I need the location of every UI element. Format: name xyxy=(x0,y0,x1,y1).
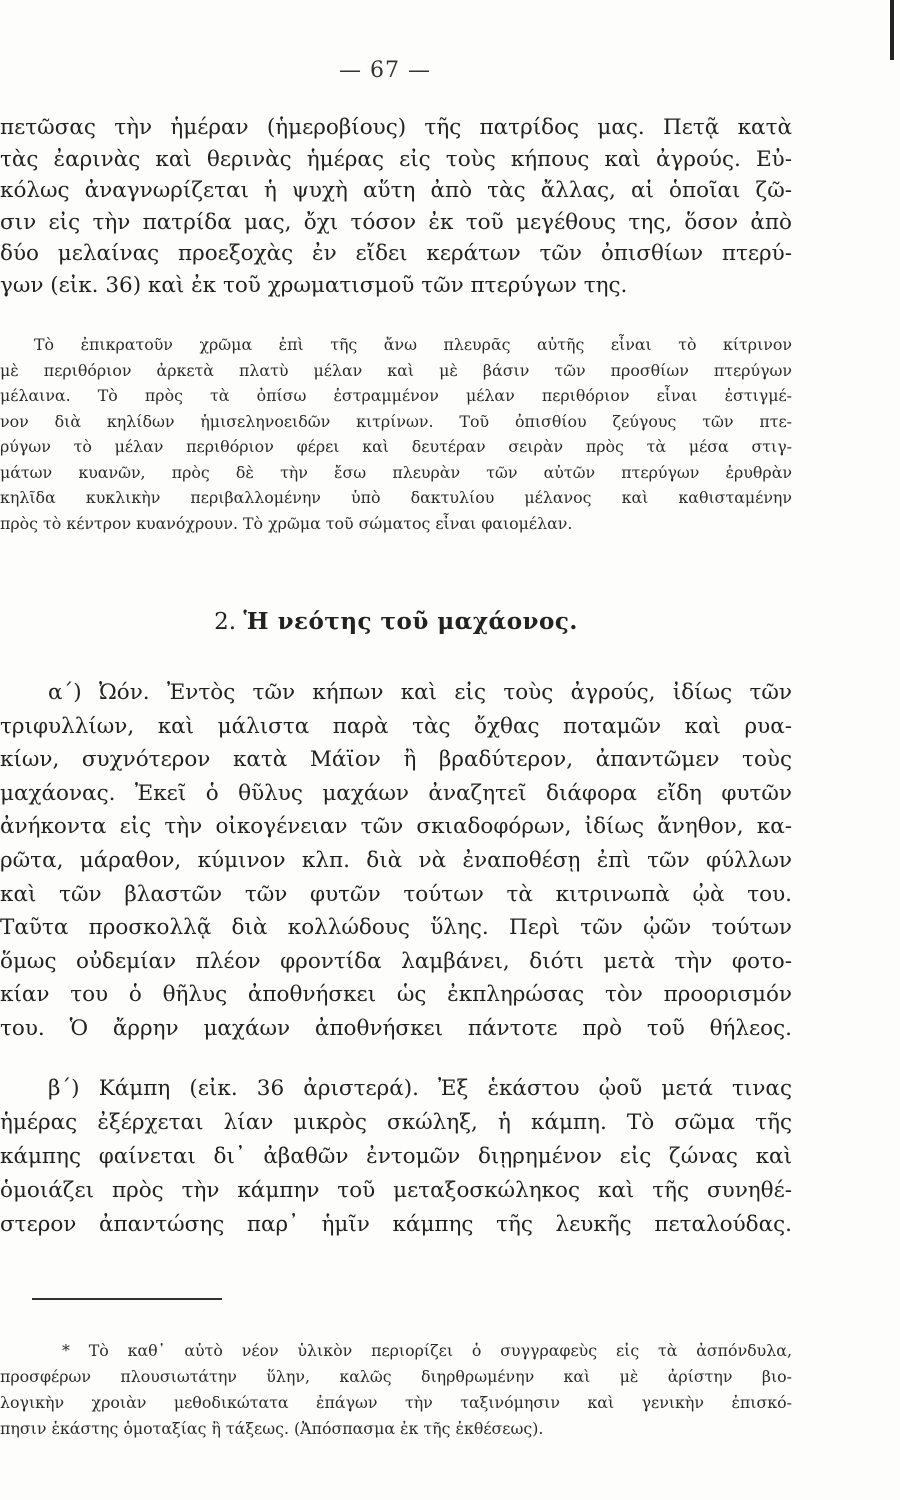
text-line: σιν εἰς τὴν πατρίδα μας, ὄχι τόσον ἐκ τοῦ μεγέθους της, ὅσον ἀπὸ xyxy=(0,209,792,235)
text-line: μαχάονας. Ἐκεῖ ὁ θῦλυς μαχάων ἀναζητεῖ διάφορα εἴδη φυτῶν xyxy=(0,780,792,806)
paragraph-2-small-print xyxy=(0,332,792,536)
text-line: τριφυλλίων, καὶ μάλιστα παρὰ τὰς ὄχθας ποταμῶν καὶ ρυα- xyxy=(0,713,792,739)
text-line: δύο μελαίνας προεξοχὰς ἐν εἴδει κεράτων τῶν ὀπισθίων πτερύ- xyxy=(0,241,792,267)
text-line: καὶ τῶν βλαστῶν τῶν φυτῶν τούτων τὰ κιτρινωπὰ ᾠὰ του. xyxy=(0,881,792,907)
page-number: — 67 — xyxy=(339,58,431,83)
text-line: πετῶσας τὴν ἡμέραν (ἡμεροβίους) τῆς πατρίδος μας. Πετᾷ κατὰ xyxy=(0,115,792,140)
text-line: πρὸς τὸ κέντρον κυανόχρουν. Τὸ χρῶμα τοῦ σώματος εἶναι φαιομέλαν. xyxy=(0,513,573,533)
paragraph-1 xyxy=(0,112,792,302)
text-line: κόλως ἀναγνωρίζεται ἡ ψυχὴ αὕτη ἀπὸ τὰς ἄλλας, αἱ ὁποῖαι ζῶ- xyxy=(0,178,792,204)
footnote-divider xyxy=(32,1298,222,1300)
text-line: μάτων κυανῶν, πρὸς δὲ τὴν ἔσω πλευρὰν τῶν αὐτῶν πτερύγων ἐρυθρὰν xyxy=(0,462,792,482)
text-line: β΄) Κάμπη (εἰκ. 36 ἀριστερά). Ἐξ ἑκάστου ᾠοῦ μετά τινας xyxy=(48,1076,792,1101)
paragraph-4 xyxy=(0,1072,792,1242)
section-heading xyxy=(0,608,792,635)
text-line: κηλῖδα κυκλικὴν περιβαλλομένην ὑπὸ δακτυλίου μέλανος καὶ καθισταμένην xyxy=(0,488,792,507)
text-line: ρύγων τὸ μέλαν περιθόριον φέρει καὶ δευτέραν σειρὰν πρὸς τὰ μέσα στιγ- xyxy=(0,437,792,456)
text-line: μὲ περιθόριον ἀρκετὰ πλατὺ μέλαν καὶ μὲ βάσιν τῶν προσθίων πτερύγων xyxy=(0,360,792,380)
footnote-line: λογικὴν χροιὰν μεθοδικώτατα ἐπάγων τὴν ταξινόμησιν καὶ γενικὴν ἐπισκό- xyxy=(0,1393,792,1412)
paragraph-3 xyxy=(0,676,792,1046)
page-edge-mark xyxy=(890,0,894,60)
text-line: Ταῦτα προσκολλᾷ διὰ κολλώδους ὕλης. Περὶ τῶν ᾠῶν τούτων xyxy=(0,915,792,941)
text-line: κίαν του ὁ θῆλυς ἀποθνήσκει ὡς ἐκπληρώσας τὸν προορισμόν xyxy=(0,982,792,1008)
footnote-line: προσφέρων πλουσιωτάτην ὕλην, καλῶς διηρθρωμένην καὶ μὲ ἀρίστην βιο- xyxy=(0,1367,792,1386)
section-title: Ἡ νεότης τοῦ μαχάονος. xyxy=(243,608,578,635)
text-line: ἡμέρας ἐξέρχεται λίαν μικρὸς σκώληξ, ἡ κάμπη. Τὸ σῶμα τῆς xyxy=(0,1110,792,1135)
text-line: α΄) Ὠόν. Ἐντὸς τῶν κήπων καὶ εἰς τοὺς ἀγρούς, ἰδίως τῶν xyxy=(48,680,792,705)
text-line: γων (εἰκ. 36) καὶ ἐκ τοῦ χρωματισμοῦ τῶν πτερύγων της. xyxy=(0,272,628,298)
text-line: νον διὰ κηλίδων ἡμισεληνοειδῶν κιτρίνων. Τοῦ ὀπισθίου ζεύγους τῶν πτε- xyxy=(0,411,792,431)
footnote xyxy=(0,1338,792,1442)
text-line: ὁμοιάζει πρὸς τὴν κάμπην τοῦ μεταξοσκώληκος καὶ τῆς συνηθέ- xyxy=(0,1178,792,1203)
text-line: ρῶτα, μάραθον, κύμινον κλπ. διὰ νὰ ἐναποθέσῃ ἐπὶ τῶν φύλλων xyxy=(0,847,792,873)
text-line: ἀνήκοντα εἰς τὴν οἰκογένειαν τῶν σκιαδοφόρων, ἰδίως ἄνηθον, κα- xyxy=(0,814,792,840)
text-line: κάμπης φαίνεται δι᾿ ἀβαθῶν ἐντομῶν διῃρημένον εἰς ζώνας καὶ xyxy=(0,1144,792,1169)
text-line: του. Ὁ ἄρρην μαχάων ἀποθνήσκει πάντοτε πρὸ τοῦ θήλεος. xyxy=(0,1015,792,1041)
text-line: Τὸ ἐπικρατοῦν χρῶμα ἐπὶ τῆς ἄνω πλευρᾶς αὐτῆς εἶναι τὸ κίτρινον xyxy=(34,335,792,354)
text-line: στερον ἀπαντώσης παρ᾿ ἡμῖν κάμπης τῆς λευκῆς πεταλούδας. xyxy=(0,1212,792,1237)
section-number: 2. xyxy=(214,609,237,635)
text-line: κίων, συχνότερον κατὰ Μάϊον ἢ βραδύτερον, ἀπαντῶμεν τοὺς xyxy=(0,747,792,773)
text-line: μέλαινα. Τὸ πρὸς τὰ ὀπίσω ἐστραμμένον μέλαν περιθόριον εἶναι ἐστιγμέ- xyxy=(0,386,792,405)
footnote-line: * Τὸ καθ᾿ αὐτὸ νέον ὑλικὸν περιορίζει ὁ συγγραφεὺς εἰς τὰ ἀσπόνδυλα, xyxy=(62,1341,792,1360)
text-line: ὅμως οὐδεμίαν πλέον φροντίδα λαμβάνει, διότι μετὰ τὴν φοτο- xyxy=(0,948,792,974)
text-line: τὰς ἐαρινὰς καὶ θερινὰς ἡμέρας εἰς τοὺς κήπους καὶ ἀγρούς. Εὐ- xyxy=(0,146,792,172)
footnote-line: πησιν ἑκάστης ὁμοταξίας ἢ τάξεως. (Ἀπόσπασμα ἐκ τῆς ἐκθέσεως). xyxy=(0,1419,544,1438)
